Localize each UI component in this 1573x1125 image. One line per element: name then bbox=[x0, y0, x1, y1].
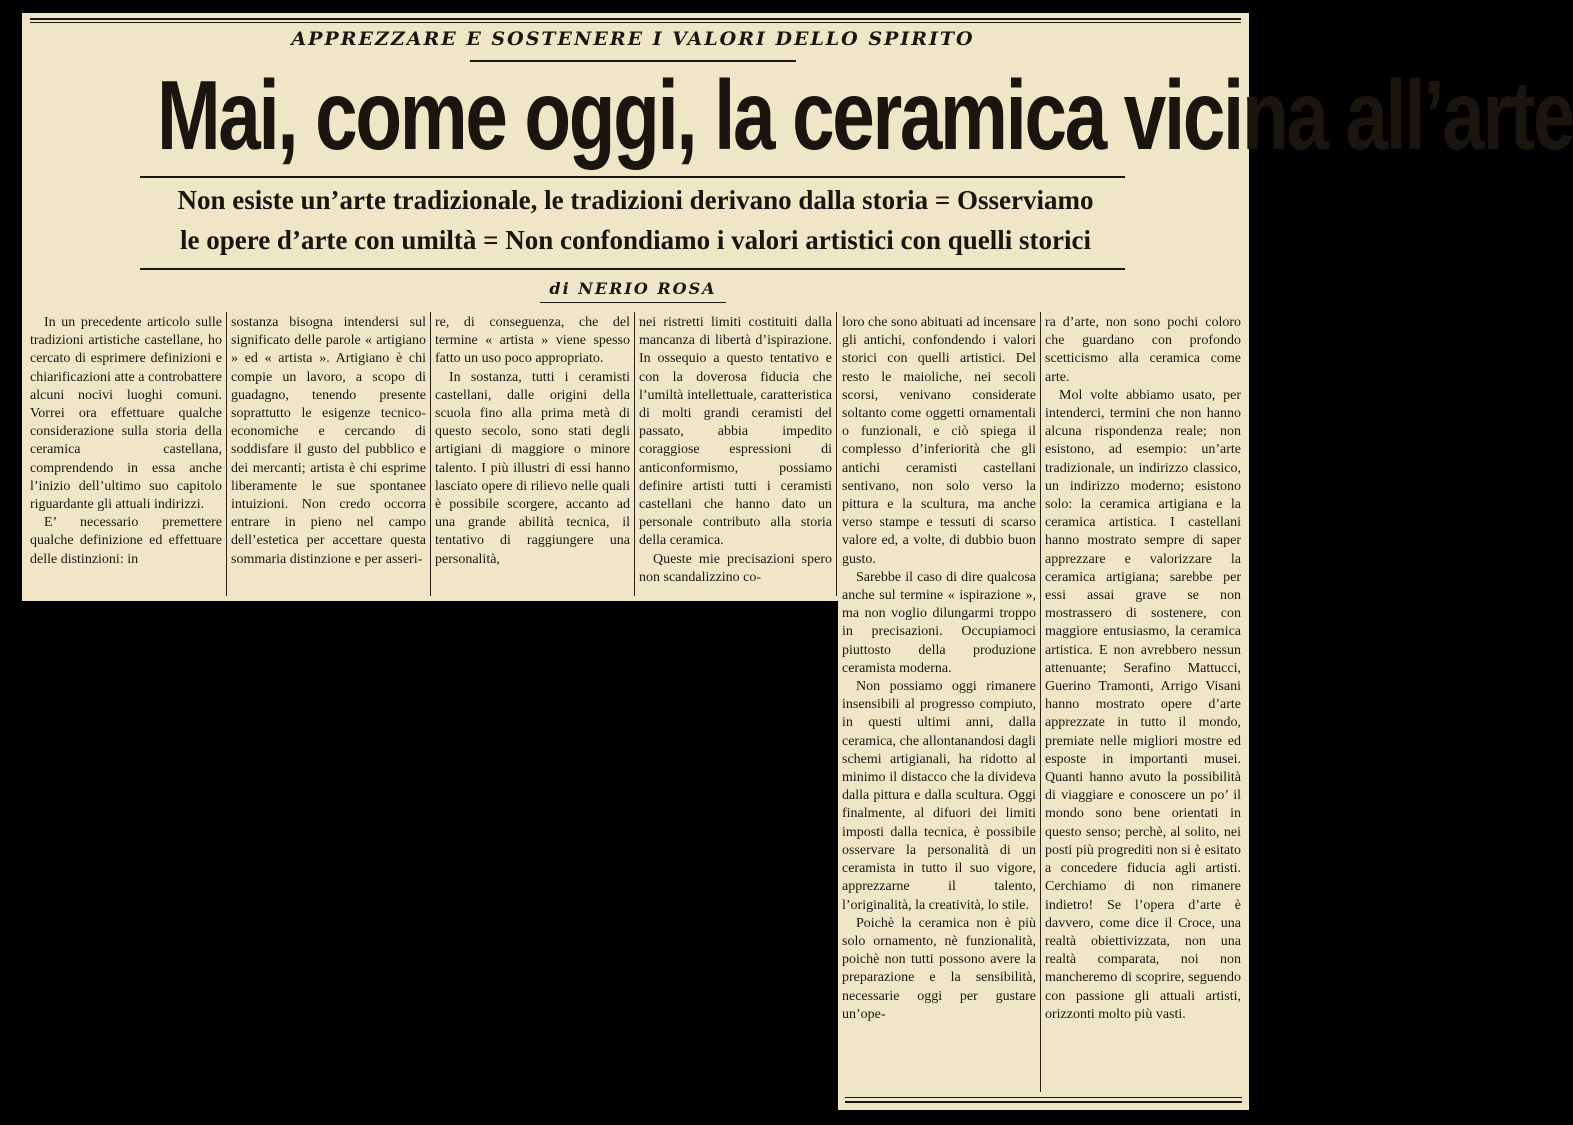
deck-underline bbox=[140, 268, 1125, 270]
paragraph: sostanza bisogna intendersi sul significato delle parole « artigiano » ed « artista ». Artigiano è chi compie un lavoro, a scopo di guadagno, tenendo presente soprattutto le esigenze tecnico-economiche e cercando di soddisfare il gusto del pubblico e dei mercanti; artista è chi esprime liberamente le sue spontanee intuizioni. Non credo occorra entrare in pieno nel campo dell’estetica per accettare questa sommaria distinzione e per asseri- bbox=[231, 315, 426, 567]
paragraph: Poichè la ceramica non è più solo ornamento, nè funzionalità, poichè non tutti possono avere la preparazione e la sensibilità, necessarie oggi per gustare un’ope- bbox=[842, 915, 1036, 1022]
column-rule bbox=[634, 312, 635, 596]
paragraph: ra d’arte, non sono pochi coloro che guardano con profondo scetticismo alla ceramica come arte. bbox=[1045, 315, 1241, 385]
column-rule bbox=[1040, 312, 1041, 1092]
article-column-1 bbox=[30, 314, 222, 596]
paragraph: re, di conseguenza, che del termine « artista » viene spesso fatto un uso poco appropriato. bbox=[435, 315, 630, 367]
deck-line-1: Non esiste un’arte tradizionale, le tradizioni derivano dalla storia = Osserviamo bbox=[177, 185, 1094, 215]
kicker: APPREZZARE E SOSTENERE I VALORI DELLO SPIRITO bbox=[291, 28, 975, 50]
paragraph: E’ necessario premettere qualche definizione ed effettuare delle distinzioni: in bbox=[30, 515, 222, 567]
byline-underline bbox=[540, 302, 726, 303]
paragraph: Non possiamo oggi rimanere insensibili al progresso compiuto, in questi ultimi anni, dalla ceramica, che allontanandosi dagli schemi artigianali, ha ridotto al minimo il distacco che la divideva dalla pittura e dalla scultura. Oggi finalmente, al difuori dei limiti imposti dalla tecnica, è possibile osservare la personalità di un ceramista in tutto il suo vigore, apprezzarne il talento, l’originalità, la creatività, lo stile. bbox=[842, 679, 1036, 913]
headline-underline bbox=[140, 176, 1125, 178]
bottom-double-rule bbox=[845, 1097, 1242, 1098]
paragraph: Queste mie precisazioni spero non scandalizzino co- bbox=[639, 551, 832, 585]
top-double-rule bbox=[30, 18, 1241, 20]
paragraph: nei ristretti limiti costituiti dalla mancanza di libertà d’ispirazione. In ossequio a questo tentativo e con la doverosa fiducia che l’umiltà intellettuale, caratteristica di molti grandi ceramisti del passato, abbia impedito coraggiose espressioni di anticonformismo, possiamo definire artisti tutti i ceramisti castellani che hanno dato un personale contributo alla storia della ceramica. bbox=[639, 315, 832, 549]
column-rule bbox=[430, 312, 431, 596]
article-column-4 bbox=[639, 314, 832, 596]
column-rule bbox=[226, 312, 227, 596]
top-double-rule-thin bbox=[30, 22, 1241, 23]
paragraph: Sarebbe il caso di dire qualcosa anche sul termine « ispirazione », ma non voglio dilungarmi troppo in precisazioni. Occupiamoci piuttosto della produzione ceramista moderna. bbox=[842, 569, 1036, 676]
bottom-double-rule-thick bbox=[845, 1101, 1242, 1103]
article-column-3 bbox=[435, 314, 630, 596]
column-rule bbox=[836, 312, 837, 596]
byline: di NERIO ROSA bbox=[549, 279, 717, 298]
headline: Mai, come oggi, la ceramica vicina all’arte bbox=[156, 60, 1573, 170]
paragraph: In un precedente articolo sulle tradizioni artistiche castellane, ho cercato di esprimere definizioni e chiarificazioni atte a controbattere alcuni nocivi luoghi comuni. Vorrei ora effettuare qualche considerazione sulla storia della ceramica castellana, comprendendo in essa anche l’inizio dell’ultimo suo capitolo riguardante gli attuali indirizzi. bbox=[30, 315, 222, 513]
paragraph: loro che sono abituati ad incensare gli antichi, confondendo i valori storici con quelli artistici. Del resto le maioliche, nei secoli scorsi, venivano considerate soltanto come oggetti ornamentali o funzionali, e ciò spiega il complesso d’inferiorità che gli antichi ceramisti castellani sentivano, non solo verso la pittura e la scultura, ma anche verso stampe e tessuti di scarso valore ed, a volte, di dubbio buon gusto. bbox=[842, 315, 1036, 567]
article-column-5 bbox=[842, 314, 1036, 1094]
article-column-2 bbox=[231, 314, 426, 596]
deck-line-2: le opere d’arte con umiltà = Non confondiamo i valori artistici con quelli storici bbox=[179, 225, 1092, 255]
article-column-6 bbox=[1045, 314, 1241, 1094]
paragraph: In sostanza, tutti i ceramisti castellani, dalle origini della scuola fino alla prima metà di questo secolo, sono stati degli artigiani di maggiore o minore talento. I più illustri di essi hanno lasciato opere di rilievo nelle quali è possibile scorgere, accanto ad una grande abilità tecnica, il tentativo di raggiungere una personalità, bbox=[435, 369, 630, 567]
paragraph: Mol volte abbiamo usato, per intenderci, termini che non hanno alcuna rispondenza reale; non esistono, ad esempio: un’arte tradizionale, un indirizzo classico, un indirizzo moderno; esistono solo: la ceramica artigiana e la ceramica artistica. I castellani hanno mostrato sempre di saper apprezzare e valorizzare la ceramica artigiana; sarebbe per essi assai grave se non mostrassero di sostenere, con maggiore entusiasmo, la ceramica artistica. E non avrebbero nessun attenuante; Serafino Mattucci, Guerino Tramonti, Arrigo Visani hanno mostrato opere d’arte apprezzate in tutto il mondo, premiate nelle migliori mostre ed esposte in importanti musei. Quanti hanno avuto la possibilità di viaggiare e conoscere un po’ il mondo sono bene orientati in questo senso; perchè, al solito, nei posti più progrediti non si è esitato a concedere fiducia agli artisti. Cerchiamo di non rimanere indietro! Se l’opera d’arte è davvero, come dice il Croce, una realtà obiettivizzata, non una realtà comparata, noi non mancheremo di scoprire, seguendo con passione gli attuali artisti, orizzonti molto più vasti. bbox=[1045, 387, 1241, 1022]
